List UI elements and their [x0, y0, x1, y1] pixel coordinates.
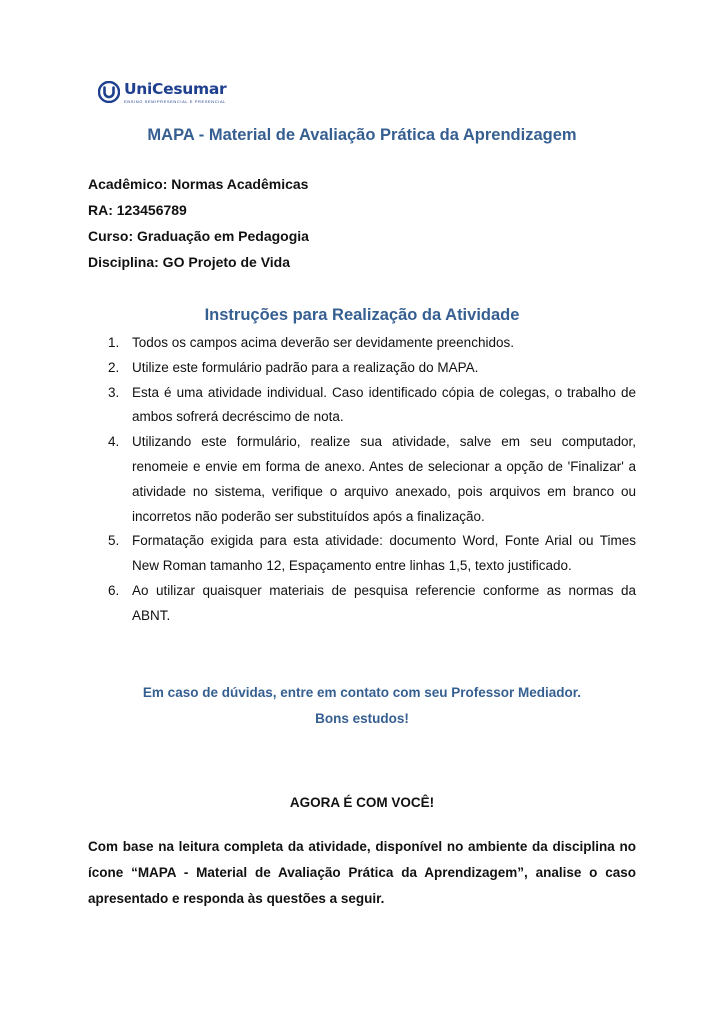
section-heading: AGORA É COM VOCÊ!	[289, 795, 435, 810]
instruction-item	[108, 529, 636, 579]
logo-tagline: ENSINO SEMIPRESENCIAL E PRESENCIAL	[124, 99, 227, 104]
student-discipline: Disciplina: GO Projeto de Vida	[88, 254, 291, 270]
contact-note	[0, 680, 724, 732]
instruction-item	[108, 331, 636, 356]
instructions-title: Instruções para Realização da Atividade	[204, 306, 520, 324]
body-paragraph: Com base na leitura completa da atividade, disponível no ambiente da disciplina no ícone “MAPA - Material de Avaliação Prática da Aprendizagem”, analise o caso apresentado e responda às questões a seguir.	[88, 839, 636, 906]
student-course: Curso: Graduação em Pedagogia	[88, 228, 309, 244]
student-info	[88, 171, 309, 275]
instruction-text: Esta é uma atividade individual. Caso identificado cópia de colegas, o trabalho de ambos sofrerá decréscimo de nota.	[132, 384, 636, 425]
logo-wordmark: UniCesumar	[124, 80, 227, 98]
instruction-text: Todos os campos acima deverão ser devidamente preenchidos.	[132, 335, 514, 350]
student-name: Acadêmico: Normas Acadêmicas	[88, 176, 309, 192]
instruction-number: 6.	[108, 582, 120, 598]
instruction-text: Utilizando este formulário, realize sua atividade, salve em seu computador, renomeie e envie em forma de anexo. Antes de selecionar a opção de 'Finalizar' a atividade no sistema, verifique o arquivo anexado, pois arquivos em branco ou incorretos não poderão ser substituídos após a finalização.	[132, 434, 636, 524]
instruction-text: Utilize este formulário padrão para a realização do MAPA.	[132, 359, 479, 375]
instruction-text: Ao utilizar quaisquer materiais de pesquisa referencie conforme as normas da ABNT.	[132, 582, 636, 623]
student-ra: RA: 123456789	[88, 202, 187, 218]
instruction-item	[108, 430, 636, 529]
instructions-list	[108, 331, 636, 629]
closing-line: Bons estudos!	[315, 711, 409, 726]
instruction-number: 3.	[108, 384, 120, 400]
unicesumar-logo-icon	[98, 81, 120, 103]
unicesumar-logo	[98, 80, 226, 106]
instruction-number: 4.	[108, 434, 120, 450]
contact-line: Em caso de dúvidas, entre em contato com seu Professor Mediador.	[142, 685, 582, 700]
instruction-text: Formatação exigida para esta atividade: documento Word, Fonte Arial ou Times New Roman tamanho 12, Espaçamento entre linhas 1,5, texto justificado.	[132, 533, 636, 574]
instruction-item	[108, 579, 636, 629]
instruction-number: 2.	[108, 359, 120, 375]
instruction-item	[108, 356, 636, 381]
document-title: MAPA - Material de Avaliação Prática da Aprendizagem	[147, 126, 577, 144]
instruction-number: 5.	[108, 533, 120, 549]
instruction-item	[108, 381, 636, 431]
instruction-number: 1.	[108, 335, 120, 350]
